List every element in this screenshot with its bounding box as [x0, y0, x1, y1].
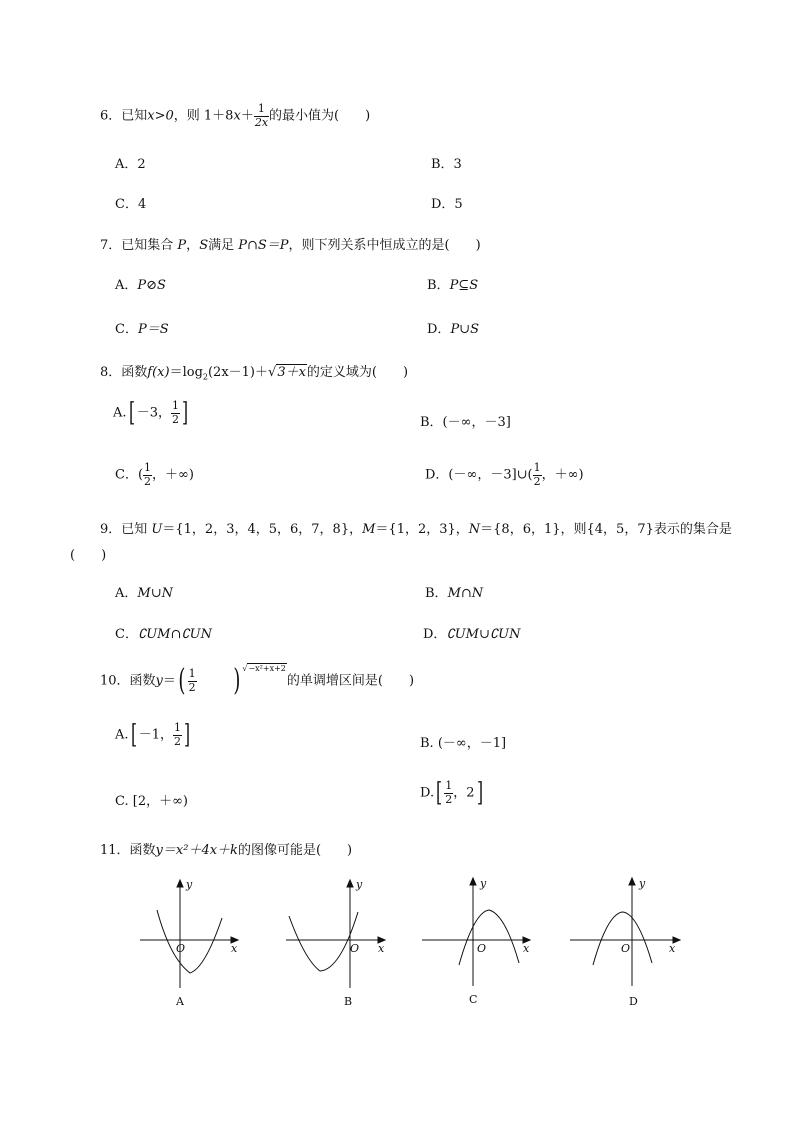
q9-option-a[interactable] — [115, 582, 173, 601]
q10-left-paren: ( — [178, 663, 186, 698]
q11-tail: 的图像可能是( ) — [237, 843, 353, 858]
q10-a-left-bracket: [ — [130, 720, 137, 751]
question-8: 8．函数$f(x)=\log_2(2x-1)+√3+x$的定义域为( ) — [100, 365, 409, 382]
q9-d-label: D． — [423, 627, 447, 642]
q11-equation: ＝x²＋4x＋k — [162, 843, 238, 858]
graph-d-y-arrow — [629, 878, 635, 885]
q8-log: ＝log — [169, 365, 203, 380]
graph-d-curve — [593, 912, 652, 965]
q6-option-a[interactable]: A．2 — [115, 157, 146, 172]
q7-tail: ，则下列关系中恒成立的是( ) — [288, 238, 481, 253]
q10-d-right-bracket: ] — [476, 778, 483, 809]
graph-c-y-label: y — [480, 877, 487, 890]
graph-a-x-label: x — [231, 942, 238, 955]
q9-set-u: U — [151, 522, 163, 537]
graph-b-curve — [289, 912, 358, 971]
q10-option-b[interactable]: B. (－∞，－1] — [420, 736, 507, 751]
question-6 — [100, 103, 370, 129]
q9-u-value: ＝{1，2，3，4，5，6，7，8}， — [162, 522, 363, 537]
q11-graphs — [0, 870, 794, 1070]
q8-a-frac-den: 2 — [171, 412, 179, 426]
q6-plus: ＋ — [240, 108, 254, 124]
q7-b-label: B． — [427, 278, 450, 293]
graph-b-label: B — [344, 995, 353, 1008]
graph-b-x-label: x — [378, 942, 385, 955]
q8-c-frac-num: 1 — [144, 461, 152, 474]
q10-right-paren: ) — [232, 663, 241, 698]
graph-a-curve — [157, 910, 222, 973]
q9-option-b[interactable] — [425, 582, 483, 601]
graph-a-y-label: y — [186, 878, 193, 891]
q9-c-math: ∁UM∩∁UN — [137, 627, 212, 642]
q10-d-fraction — [444, 780, 453, 806]
q6-option-b[interactable]: B．3 — [431, 157, 462, 172]
q7-mid: 满足 — [208, 238, 235, 253]
q10-option-c[interactable]: C. [2，＋∞) — [115, 794, 188, 809]
q6-tail: 的最小值为( ) — [269, 108, 371, 124]
q9-c-label: C． — [115, 627, 138, 642]
graph-d-y-label: y — [639, 877, 646, 890]
q9-a-label: A． — [115, 586, 138, 601]
q8-d-frac-den: 2 — [533, 474, 541, 488]
q10-tail: 的单调增区间是( ) — [286, 673, 415, 689]
q10-exponent: −x²+x+2 — [248, 664, 286, 674]
q7-option-a[interactable] — [115, 274, 166, 293]
q10-stem: 10．函数 — [100, 673, 156, 689]
q10-fraction — [188, 668, 197, 694]
q6-option-d[interactable]: D．5 — [431, 197, 463, 212]
q7-condition: P∩S＝P — [238, 238, 289, 253]
q10-a-frac-num: 1 — [173, 721, 181, 734]
q8-log-base: 2 — [202, 372, 208, 382]
q7-d-label: D． — [427, 322, 451, 337]
q10-eq: ＝ — [162, 673, 176, 689]
graph-c-x-label: x — [523, 942, 530, 955]
q8-stem: 8．函数 — [100, 365, 148, 380]
q8-a-frac-num: 1 — [171, 399, 179, 412]
q10-a-frac-den: 2 — [173, 734, 181, 748]
q6-expr: ，则 1＋8 — [173, 108, 234, 124]
q7-a-label: A． — [115, 278, 138, 293]
graph-b-origin: O — [350, 942, 360, 955]
q11-y: y — [155, 843, 163, 858]
q8-a-left-bracket: [ — [128, 398, 135, 429]
graph-c-origin: O — [477, 942, 487, 955]
q9-option-d[interactable] — [423, 623, 520, 642]
graph-d[interactable] — [570, 877, 680, 1008]
q8-d-frac-num: 1 — [533, 461, 541, 474]
q10-frac-den: 2 — [188, 680, 196, 694]
q8-option-d[interactable] — [425, 462, 584, 488]
q9-option-c[interactable] — [115, 623, 212, 642]
graph-a[interactable] — [140, 878, 238, 1008]
q8-c-frac-den: 2 — [144, 474, 152, 488]
question-7 — [100, 234, 481, 253]
q8-root: 3＋x — [277, 365, 306, 380]
q10-d-frac-num: 1 — [445, 779, 453, 792]
q6-frac-den: 2x — [254, 115, 269, 129]
q8-d-pre: D．(－∞，－3]∪( — [425, 467, 533, 483]
q9-set-m: M — [362, 522, 376, 537]
q8-fx: f(x) — [147, 365, 170, 380]
q8-option-a[interactable] — [113, 398, 190, 429]
q8-option-c[interactable] — [115, 462, 194, 488]
q9-b-label: B． — [425, 586, 448, 601]
q8-d-post: ，＋∞) — [541, 467, 584, 483]
graph-c-y-arrow — [470, 878, 476, 885]
q8-a-fraction — [171, 400, 180, 426]
q8-c-post: ，＋∞) — [152, 467, 194, 483]
q10-a-right-bracket: ] — [184, 720, 191, 751]
q7-d-math: P∪S — [450, 322, 479, 337]
q6-option-c[interactable]: C．4 — [115, 197, 147, 212]
graph-a-label: A — [176, 995, 184, 1008]
graph-c-label: C — [469, 993, 478, 1006]
graph-b-y-label: y — [356, 878, 363, 891]
q10-a-left: －1， — [138, 727, 173, 743]
q9-set-n: N — [468, 522, 481, 537]
question-9 — [100, 518, 732, 537]
q10-option-d[interactable] — [420, 778, 485, 809]
q10-d-left-bracket: [ — [436, 778, 443, 809]
q7-option-d[interactable] — [427, 318, 479, 337]
graph-d-label: D — [629, 995, 638, 1008]
q7-c-math: P＝S — [137, 322, 169, 337]
graph-c-curve — [459, 910, 519, 965]
q9-a-math: M∪N — [137, 586, 173, 601]
q6-condition: x>0 — [147, 108, 174, 124]
q9-d-math: ∁UM∪∁UN — [446, 627, 521, 642]
q7-b-math: P⊆S — [449, 278, 479, 293]
q8-d-fraction — [533, 462, 542, 488]
q7-sep: ， — [186, 238, 200, 253]
graph-b[interactable] — [286, 878, 385, 1008]
q8-a-right-bracket: ] — [182, 398, 189, 429]
q9-stem: 9．已知 — [100, 522, 148, 537]
q8-option-b[interactable]: B．(－∞，－3] — [420, 415, 511, 430]
q7-set-p: P — [177, 238, 187, 253]
q8-a-left: －3， — [136, 405, 171, 421]
graph-b-y-arrow — [347, 880, 353, 887]
q8-arg: (2x－1)＋ — [207, 365, 269, 380]
q7-a-math: P⊘S — [137, 278, 166, 293]
q9-answer-blank: ( ) — [70, 548, 107, 563]
q8-c-fraction — [143, 462, 152, 488]
q10-d-frac-den: 2 — [445, 792, 453, 806]
q8-c-pre: C．( — [115, 467, 144, 483]
q10-a-label: A. — [115, 727, 129, 743]
q9-m-value: ＝{1，2，3}， — [375, 522, 469, 537]
q7-c-label: C． — [115, 322, 138, 337]
question-11 — [100, 839, 352, 858]
graph-c[interactable] — [422, 877, 530, 1006]
q6-frac-num: 1 — [254, 103, 269, 117]
q7-option-c[interactable] — [115, 318, 169, 337]
q9-b-math: M∩N — [447, 586, 484, 601]
q10-d-label: D. — [420, 785, 435, 801]
q8-a-label: A. — [113, 405, 127, 421]
q10-frac-num: 1 — [188, 666, 196, 680]
q7-set-s: S — [199, 238, 209, 253]
q7-stem: 7．已知集合 — [100, 238, 174, 253]
graph-d-origin: O — [621, 942, 631, 955]
q7-option-b[interactable] — [427, 274, 478, 293]
graph-a-origin: O — [176, 942, 186, 955]
q10-a-fraction — [173, 722, 182, 748]
graph-d-x-label: x — [669, 942, 676, 955]
q9-tail: ＝{8，6，1}，则{4，5，7}表示的集合是 — [480, 522, 732, 537]
q10-y: y — [155, 673, 163, 689]
graph-a-y-arrow — [177, 880, 183, 887]
q10-d-right: ，2 — [453, 785, 475, 801]
q6-stem: 6．已知 — [100, 108, 148, 124]
q11-stem: 11．函数 — [100, 843, 156, 858]
q10-option-a[interactable] — [115, 720, 192, 751]
q6-fraction — [254, 103, 269, 129]
question-10: 10．函数y＝( $\frac{1}{2}$ ) $^{√-x^2+x+2}$的单调增区间是( ) — [100, 663, 415, 698]
q8-tail: 的定义域为( ) — [306, 365, 409, 380]
q6-var: x — [233, 108, 241, 124]
